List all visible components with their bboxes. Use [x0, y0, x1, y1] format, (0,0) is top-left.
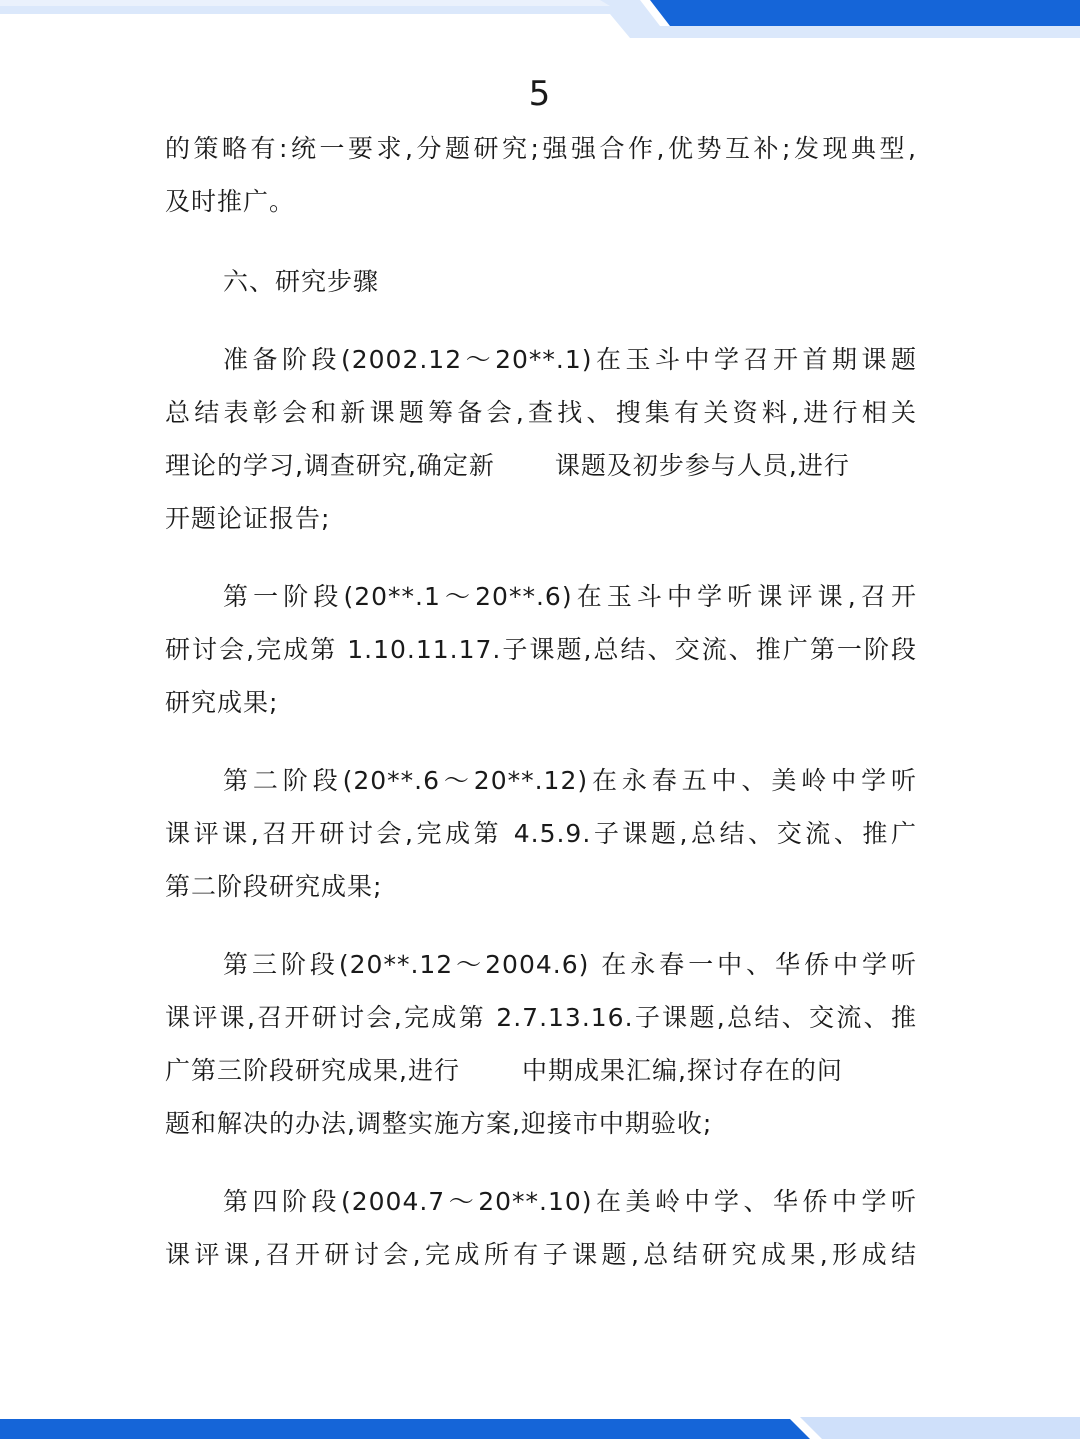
top-band-line-shape [0, 0, 610, 6]
paragraph-stage-four [165, 1175, 917, 1281]
paragraph-stage-one [165, 570, 917, 729]
paragraph-preparation-stage [165, 333, 917, 545]
text-line: 第二阶段(20**.6～20**.12)在永春五中、美岭中学听 [223, 766, 917, 795]
bottom-band-dark-shape [0, 1419, 810, 1439]
text-segment: 课题及初步参与人员,进行 [554, 451, 850, 480]
document-body [165, 122, 917, 1281]
bottom-band-graphic [0, 1409, 1080, 1439]
section-title: 六、研究步骤 [223, 267, 380, 296]
text-line: 开题论证报告; [165, 504, 331, 533]
text-line: 课评课,召开研讨会,完成第 4.5.9.子课题,总结、交流、推广 [165, 819, 917, 848]
text-line: 准备阶段(2002.12～20**.1)在玉斗中学召开首期课题 [223, 345, 917, 374]
section-heading [165, 255, 917, 308]
top-band-dark-shape [650, 0, 1080, 26]
page-number: 5 [528, 74, 552, 114]
paragraph-stage-two [165, 754, 917, 913]
text-line: 课评课,召开研讨会,完成所有子课题,总结研究成果,形成结 [165, 1240, 917, 1269]
text-line: 第一阶段(20**.1～20**.6)在玉斗中学听课评课,召开 [223, 582, 917, 611]
text-segment: 中期成果汇编,探讨存在的问 [521, 1056, 843, 1085]
text-line [165, 1044, 917, 1097]
text-line: 总结表彰会和新课题筹备会,查找、搜集有关资料,进行相关 [165, 398, 917, 427]
bottom-band-light-shape [800, 1417, 1080, 1439]
text-segment: 理论的学习,调查研究,确定新 [165, 451, 495, 480]
top-band-graphic [0, 0, 1080, 40]
text-segment: 广第三阶段研究成果,进行 [165, 1056, 460, 1085]
text-line: 研究成果; [165, 688, 279, 717]
text-line: 第三阶段(20**.12～2004.6) 在永春一中、华侨中学听 [223, 950, 917, 979]
paragraph-stage-three [165, 938, 917, 1150]
text-line: 研讨会,完成第 1.10.11.17.子课题,总结、交流、推广第一阶段 [165, 635, 917, 664]
top-decorative-band [0, 0, 1080, 40]
bottom-decorative-band [0, 1409, 1080, 1439]
text-line: 的策略有:统一要求,分题研究;强强合作,优势互补;发现典型, [165, 134, 917, 163]
text-line [165, 439, 917, 492]
paragraph-strategy [165, 122, 917, 228]
text-line: 第二阶段研究成果; [165, 872, 383, 901]
text-line: 及时推广。 [165, 187, 296, 216]
text-line: 题和解决的办法,调整实施方案,迎接市中期验收; [165, 1109, 713, 1138]
text-line: 课评课,召开研讨会,完成第 2.7.13.16.子课题,总结、交流、推 [165, 1003, 917, 1032]
text-line: 第四阶段(2004.7～20**.10)在美岭中学、华侨中学听 [223, 1187, 917, 1216]
